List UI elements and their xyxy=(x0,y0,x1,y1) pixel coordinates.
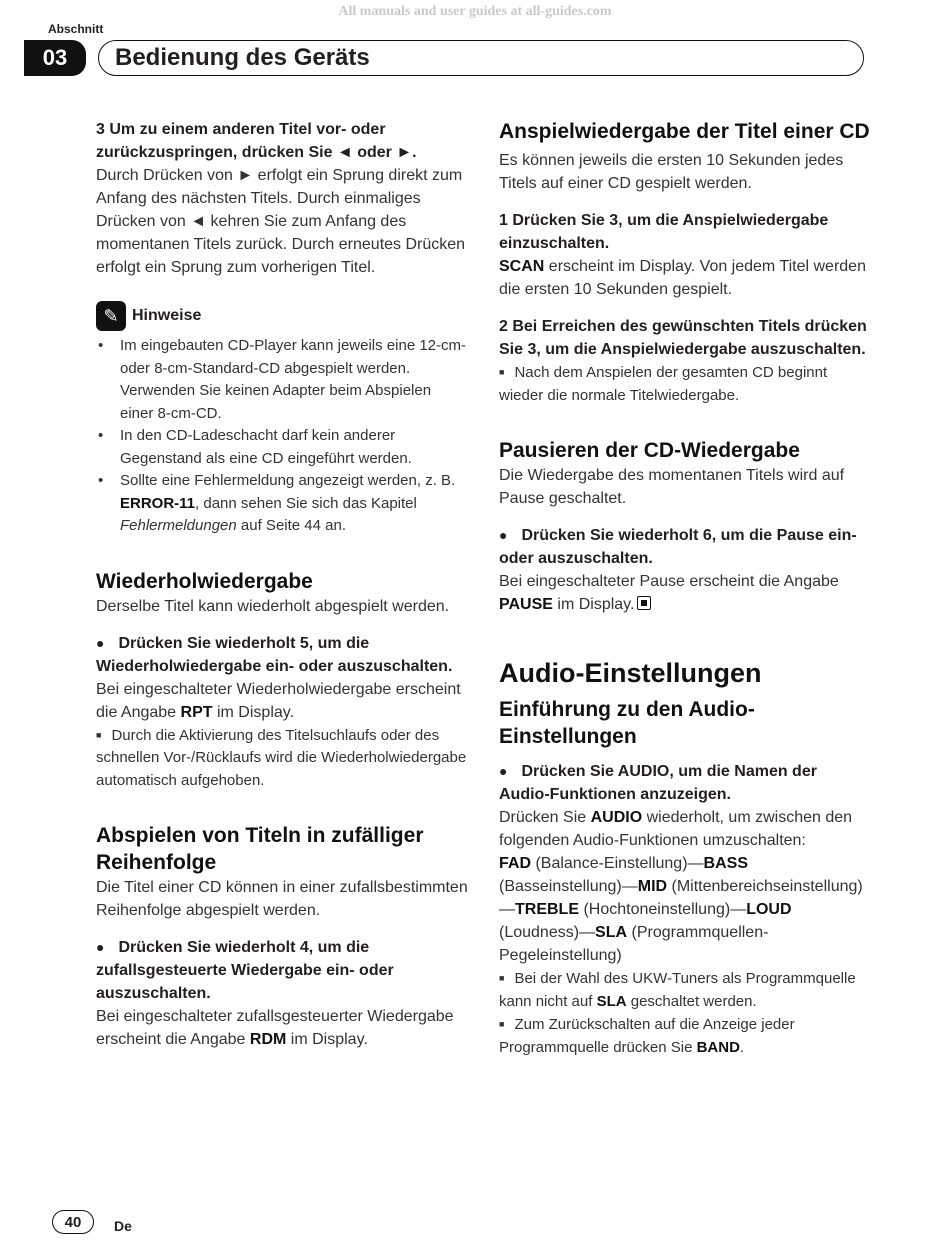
scan-intro: Es können jeweils die ersten 10 Sekunden jedes Titels auf einer CD gespielt werden. xyxy=(499,152,844,192)
repeat-intro: Derselbe Titel kann wiederholt abgespielt werden. xyxy=(96,597,450,615)
notes-heading xyxy=(96,301,468,331)
audio-sub-heading: Einführung zu den Audio-Einstellungen xyxy=(499,698,755,748)
page-title: Bedienung des Geräts xyxy=(98,40,864,76)
step3-body: Durch Drücken von ► erfolgt ein Sprung direkt zum Anfang des nächsten Titels. Durch einmaliges Drücken von ◄ kehren Sie zum Anfang des momentanen Titels zurück. Durch erneutes Drücken erfolgt ein Sprung zum vorherigen Titel. xyxy=(96,167,466,276)
audio-step: ● Drücken Sie AUDIO, um die Namen der Audio-Funktionen anzuzeigen. xyxy=(499,763,817,803)
pause-intro: Die Wiedergabe des momentanen Titels wird auf Pause geschaltet. xyxy=(499,467,845,507)
note-item: • Im eingebauten CD-Player kann jeweils eine 12-cm- oder 8-cm-Standard-CD abgespielt werden. Verwenden Sie keinen Adapter beim Abspielen einer 8-cm-CD. xyxy=(96,335,468,425)
scan-step1: 1 Drücken Sie 3, um die Anspielwiedergabe einzuschalten. xyxy=(499,212,829,252)
repeat-note: ■ Durch die Aktivierung des Titelsuchlaufs oder des schnellen Vor-/Rücklaufs wird die Wiederholwiedergabe automatisch aufgehoben. xyxy=(96,724,468,793)
step3-title: 3 Um zu einem anderen Titel vor- oder zurückzuspringen, drücken Sie ◄ oder ►. xyxy=(96,121,417,161)
audio-note2: ■ Zum Zurückschalten auf die Anzeige jeder Programmquelle drücken Sie BAND. xyxy=(499,1013,871,1059)
random-body: Bei eingeschalteter zufallsgesteuerter Wiedergabe erscheint die Angabe RDM im Display. xyxy=(96,1008,454,1048)
note-item: • Sollte eine Fehlermeldung angezeigt werden, z. B. ERROR-11, dann sehen Sie sich das Kapitel Fehlermeldungen auf Seite 44 an. xyxy=(96,470,468,538)
scan-note: ■ Nach dem Anspielen der gesamten CD beginnt wieder die normale Titelwiedergabe. xyxy=(499,361,871,407)
scan-body: SCAN erscheint im Display. Von jedem Titel werden die ersten 10 Sekunden gespielt. xyxy=(499,258,866,298)
notes-title: Hinweise xyxy=(132,307,202,324)
section-label: Abschnitt xyxy=(48,22,104,36)
bullet-icon: ● xyxy=(96,939,105,955)
repeat-step: ● Drücken Sie wiederholt 5, um die Wiederholwiedergabe ein- oder auszuschalten. xyxy=(96,634,453,675)
audio-main-heading: Audio-Einstellungen xyxy=(499,658,762,688)
bullet-icon: ● xyxy=(499,527,508,543)
repeat-body: Bei eingeschalteter Wiederholwiedergabe erscheint die Angabe RPT im Display. xyxy=(96,680,461,721)
audio-body: Drücken Sie AUDIO wiederholt, um zwischen den folgenden Audio-Funktionen umzuschalten: xyxy=(499,809,853,849)
pause-step: ● Drücken Sie wiederholt 6, um die Pause ein- oder auszuschalten. xyxy=(499,527,857,567)
language-label: De xyxy=(114,1218,132,1234)
end-mark-icon xyxy=(637,596,651,610)
random-heading: Abspielen von Titeln in zufälliger Reihenfolge xyxy=(96,824,424,874)
bullet-icon: ● xyxy=(499,763,508,779)
random-intro: Die Titel einer CD können in einer zufallsbestimmten Reihenfolge abgespielt werden. xyxy=(96,879,468,919)
watermark: All manuals and user guides at all-guides.com xyxy=(338,4,612,19)
pause-heading: Pausieren der CD-Wiedergabe xyxy=(499,439,800,462)
right-column xyxy=(499,118,871,1059)
repeat-heading: Wiederholwiedergabe xyxy=(96,569,313,593)
scan-heading: Anspielwiedergabe der Titel einer CD xyxy=(499,120,870,143)
audio-note1: ■ Bei der Wahl des UKW-Tuners als Programmquelle kann nicht auf SLA geschaltet werden. xyxy=(499,967,871,1013)
left-column xyxy=(96,118,468,1051)
page-number: 40 xyxy=(52,1210,94,1234)
audio-functions: FAD (Balance-Einstellung)—BASS (Basseinstellung)—MID (Mittenbereichseinstellung) —TREBLE (Hochtoneinstellung)—LOUD (Loudness)—SLA (Programmquellen-Pegeleinstellung) xyxy=(499,855,863,964)
bullet-icon: ● xyxy=(96,634,105,651)
random-step: ● Drücken Sie wiederholt 4, um die zufallsgesteuerte Wiedergabe ein- oder auszuschalten. xyxy=(96,939,394,1002)
section-number-badge: 03 xyxy=(24,40,86,76)
scan-step2: 2 Bei Erreichen des gewünschten Titels drücken Sie 3, um die Anspielwiedergabe auszuschalten. xyxy=(499,318,867,358)
pause-body: Bei eingeschalteter Pause erscheint die Angabe PAUSE im Display. xyxy=(499,573,839,613)
pencil-icon: ✎ xyxy=(96,301,126,331)
note-item: • In den CD-Ladeschacht darf kein anderer Gegenstand als eine CD eingeführt werden. xyxy=(96,425,468,470)
notes-list xyxy=(96,335,468,538)
